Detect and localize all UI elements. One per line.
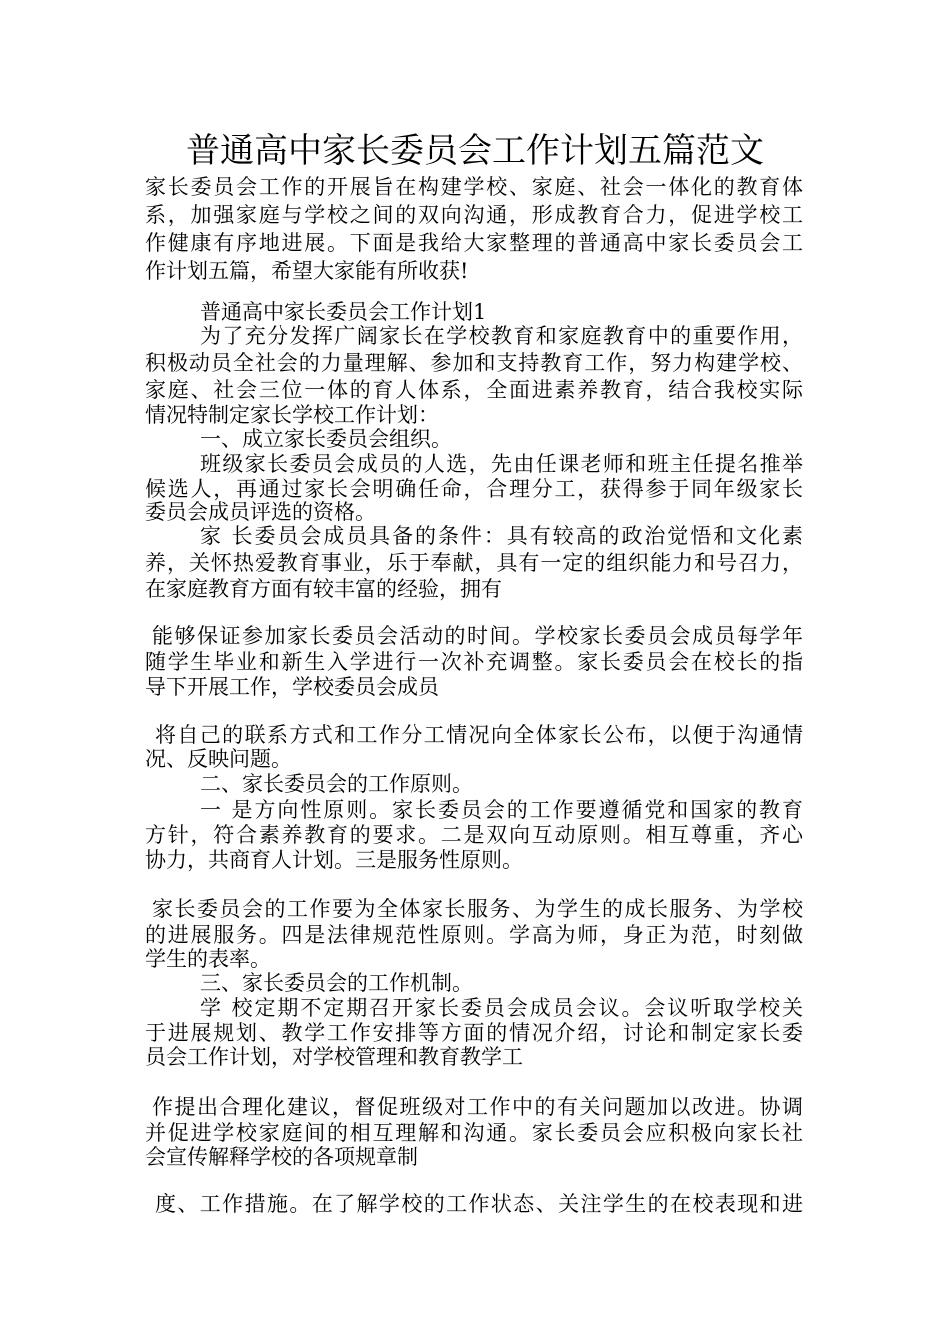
- body-line: 度、工作措施。在了解学校的工作状态、关注学生的在校表现和进: [155, 1192, 803, 1216]
- body-line: 家庭、社会三位一体的育人体系，全面进素养教育，结合我校实际: [145, 378, 803, 402]
- body-line: 方针，符合素养教育的要求。二是双向互动原则。相互尊重，齐心: [145, 823, 803, 847]
- body-line: 并促进学校家庭间的相互理解和沟通。家长委员会应积极向家长社: [145, 1121, 803, 1145]
- document-title: 普通高中家长委员会工作计划五篇范文: [186, 131, 764, 171]
- body-line: 将自己的联系方式和工作分工情况向全体家长公布，以便于沟通情: [155, 723, 803, 747]
- body-line: 在家庭教育方面有较丰富的经验，拥有: [145, 577, 502, 601]
- body-line: 能够保证参加家长委员会活动的时间。学校家长委员会成员每学年: [152, 624, 803, 648]
- body-line: 委员会成员评选的资格。: [145, 500, 376, 524]
- body-line: 于进展规划、教学工作安排等方面的情况介绍，讨论和制定家长委: [145, 1021, 803, 1045]
- body-line: 一 是方向性原则。家长委员会的工作要遵循党和国家的教育: [200, 798, 803, 822]
- body-line: 学 校定期不定期召开家长委员会成员会议。会议听取学校关: [200, 996, 803, 1020]
- body-line: 候选人，再通过家长会明确任命，合理分工，获得参于同年级家长: [145, 477, 803, 501]
- subheading: 一、成立家长委员会组织。: [200, 427, 452, 451]
- body-line: 会宣传解释学校的各项规章制: [145, 1145, 418, 1169]
- body-line: 员会工作计划，对学校管理和教育教学工: [145, 1045, 523, 1069]
- body-line: 情况特制定家长学校工作计划：: [145, 403, 439, 427]
- section-heading: 普通高中家长委员会工作计划1: [200, 300, 487, 324]
- body-line: 作提出合理化建议，督促班级对工作中的有关问题加以改进。协调: [152, 1095, 803, 1119]
- body-line: 导下开展工作，学校委员会成员: [145, 675, 439, 699]
- body-line: 为了充分发挥广阔家长在学校教育和家庭教育中的重要作用，: [200, 324, 803, 348]
- intro-line-2: 系，加强家庭与学校之间的双向沟通，形成教育合力，促进学校工: [145, 203, 803, 227]
- intro-line-4: 作计划五篇，希望大家能有所收获!: [145, 259, 469, 283]
- intro-line-3: 作健康有序地进展。下面是我给大家整理的普通高中家长委员会工: [145, 231, 803, 255]
- subheading: 三、家长委员会的工作机制。: [200, 971, 473, 995]
- body-line: 协力，共商育人计划。三是服务性原则。: [145, 848, 523, 872]
- body-line: 况、反映问题。: [145, 747, 292, 771]
- body-line: 积极动员全社会的力量理解、参加和支持教育工作，努力构建学校、: [145, 351, 803, 375]
- body-line: 养，关怀热爱教育事业，乐于奉献，具有一定的组织能力和号召力，: [145, 551, 803, 575]
- body-line: 家长委员会的工作要为全体家长服务、为学生的成长服务、为学校: [152, 897, 803, 921]
- body-line: 家 长委员会成员具备的条件：具有较高的政治觉悟和文化素: [200, 524, 803, 548]
- body-line: 随学生毕业和新生入学进行一次补充调整。家长委员会在校长的指: [145, 650, 803, 674]
- body-line: 学生的表率。: [145, 947, 271, 971]
- subheading: 二、家长委员会的工作原则。: [200, 772, 473, 796]
- intro-line-1: 家长委员会工作的开展旨在构建学校、家庭、社会一体化的教育体: [145, 175, 803, 199]
- body-line: 班级家长委员会成员的人选，先由任课老师和班主任提名推举: [200, 452, 803, 476]
- body-line: 的进展服务。四是法律规范性原则。学高为师，身正为范，时刻做: [145, 923, 803, 947]
